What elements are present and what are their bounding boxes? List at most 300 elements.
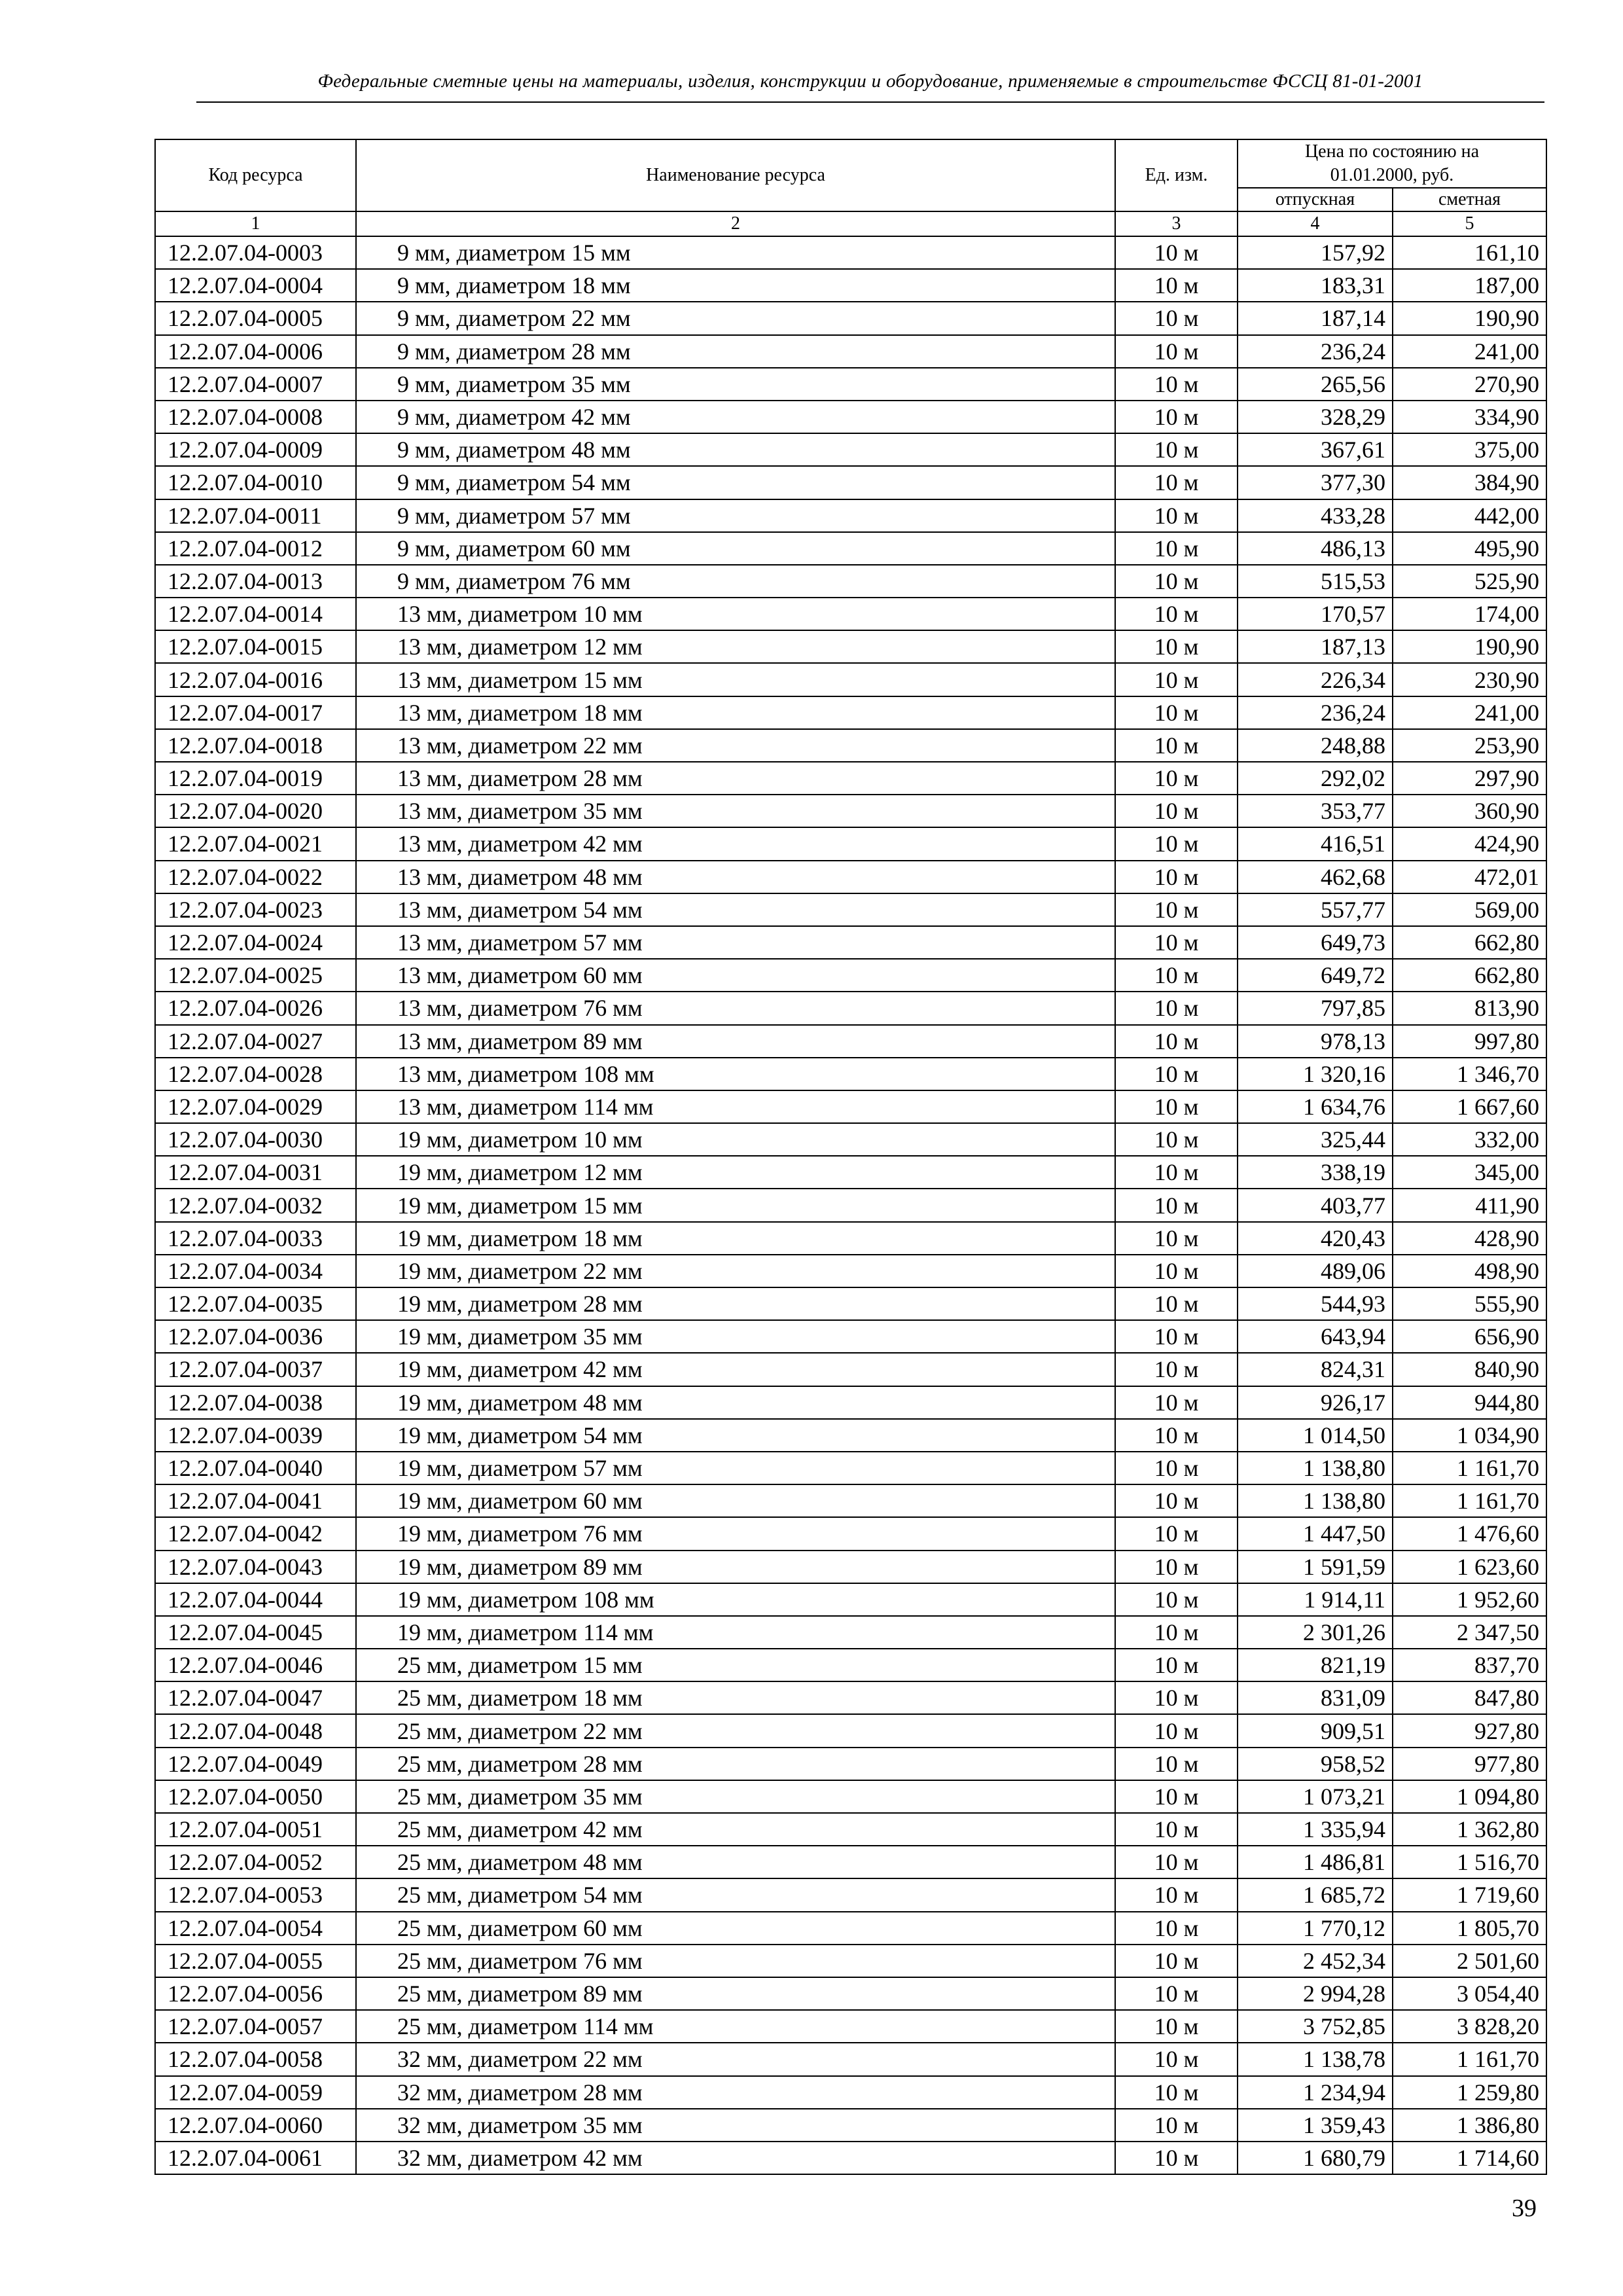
cell-estimate: 1 259,80 [1393,2076,1546,2109]
cell-estimate: 662,80 [1393,926,1546,959]
cell-name: 13 мм, диаметром 76 мм [356,992,1115,1024]
table-row [155,1353,1546,1386]
cell-unit: 10 м [1115,2076,1238,2109]
cell-estimate: 472,01 [1393,861,1546,893]
cell-name: 9 мм, диаметром 76 мм [356,565,1115,598]
cell-estimate: 375,00 [1393,433,1546,466]
cell-code: 12.2.07.04-0033 [155,1222,356,1255]
cell-code: 12.2.07.04-0035 [155,1287,356,1320]
cell-code: 12.2.07.04-0021 [155,827,356,860]
table-row [155,1551,1546,1583]
cell-code: 12.2.07.04-0059 [155,2076,356,2109]
cell-name: 19 мм, диаметром 76 мм [356,1517,1115,1550]
cell-name: 19 мм, диаметром 42 мм [356,1353,1115,1386]
cell-code: 12.2.07.04-0024 [155,926,356,959]
cell-release: 1 234,94 [1238,2076,1393,2109]
table-row [155,1616,1546,1649]
cell-name: 19 мм, диаметром 48 мм [356,1386,1115,1419]
cell-name: 9 мм, диаметром 28 мм [356,335,1115,368]
table-row [155,1287,1546,1320]
price-table [154,139,1547,2175]
cell-estimate: 1 161,70 [1393,2043,1546,2075]
cell-code: 12.2.07.04-0028 [155,1058,356,1090]
cell-code: 12.2.07.04-0026 [155,992,356,1024]
cell-estimate: 270,90 [1393,368,1546,401]
cell-estimate: 569,00 [1393,893,1546,926]
cell-unit: 10 м [1115,1878,1238,1911]
cell-release: 367,61 [1238,433,1393,466]
table-row [155,1123,1546,1156]
cell-name: 13 мм, диаметром 28 мм [356,762,1115,795]
cell-name: 25 мм, диаметром 22 мм [356,1714,1115,1747]
cell-estimate: 813,90 [1393,992,1546,1024]
cell-unit: 10 м [1115,696,1238,729]
table-row [155,269,1546,302]
cell-release: 1 447,50 [1238,1517,1393,1550]
cell-name: 25 мм, диаметром 48 мм [356,1846,1115,1878]
cell-estimate: 2 347,50 [1393,1616,1546,1649]
cell-estimate: 1 094,80 [1393,1780,1546,1813]
cell-release: 433,28 [1238,499,1393,532]
cell-estimate: 1 034,90 [1393,1419,1546,1452]
table-row [155,433,1546,466]
table-row [155,1813,1546,1846]
cell-name: 19 мм, диаметром 18 мм [356,1222,1115,1255]
header-release-price: отпускная [1238,188,1393,211]
cell-unit: 10 м [1115,1912,1238,1945]
cell-release: 416,51 [1238,827,1393,860]
cell-code: 12.2.07.04-0050 [155,1780,356,1813]
cell-name: 25 мм, диаметром 76 мм [356,1945,1115,1977]
cell-estimate: 656,90 [1393,1320,1546,1353]
cell-release: 515,53 [1238,565,1393,598]
cell-release: 292,02 [1238,762,1393,795]
cell-name: 19 мм, диаметром 28 мм [356,1287,1115,1320]
cell-estimate: 1 805,70 [1393,1912,1546,1945]
table-row [155,1484,1546,1517]
table-row [155,1058,1546,1090]
cell-estimate: 1 719,60 [1393,1878,1546,1911]
cell-unit: 10 м [1115,1780,1238,1813]
cell-code: 12.2.07.04-0037 [155,1353,356,1386]
cell-estimate: 424,90 [1393,827,1546,860]
cell-release: 226,34 [1238,663,1393,696]
cell-estimate: 428,90 [1393,1222,1546,1255]
cell-code: 12.2.07.04-0003 [155,236,356,269]
cell-name: 25 мм, диаметром 60 мм [356,1912,1115,1945]
table-header [155,139,1546,236]
table-row [155,2043,1546,2075]
cell-unit: 10 м [1115,1583,1238,1616]
cell-unit: 10 м [1115,2010,1238,2043]
cell-unit: 10 м [1115,1058,1238,1090]
table-row [155,1255,1546,1287]
cell-estimate: 345,00 [1393,1156,1546,1189]
cell-unit: 10 м [1115,565,1238,598]
cell-unit: 10 м [1115,1714,1238,1747]
cell-code: 12.2.07.04-0061 [155,2142,356,2174]
cell-release: 338,19 [1238,1156,1393,1189]
cell-release: 821,19 [1238,1649,1393,1681]
cell-name: 13 мм, диаметром 35 мм [356,795,1115,827]
cell-estimate: 525,90 [1393,565,1546,598]
cell-name: 13 мм, диаметром 60 мм [356,959,1115,992]
table-row [155,1780,1546,1813]
table-row [155,1977,1546,2010]
cell-release: 1 320,16 [1238,1058,1393,1090]
cell-code: 12.2.07.04-0009 [155,433,356,466]
cell-estimate: 1 346,70 [1393,1058,1546,1090]
cell-unit: 10 м [1115,630,1238,663]
cell-code: 12.2.07.04-0057 [155,2010,356,2043]
cell-estimate: 1 386,80 [1393,2109,1546,2142]
cell-code: 12.2.07.04-0039 [155,1419,356,1452]
cell-name: 19 мм, диаметром 15 мм [356,1189,1115,1221]
cell-name: 9 мм, диаметром 57 мм [356,499,1115,532]
cell-code: 12.2.07.04-0029 [155,1090,356,1123]
cell-release: 420,43 [1238,1222,1393,1255]
cell-release: 1 914,11 [1238,1583,1393,1616]
header-price-group-line1: Цена по состоянию на [1238,139,1546,164]
cell-name: 9 мм, диаметром 54 мм [356,466,1115,499]
cell-code: 12.2.07.04-0048 [155,1714,356,1747]
column-number: 3 [1115,211,1238,236]
cell-name: 13 мм, диаметром 48 мм [356,861,1115,893]
cell-code: 12.2.07.04-0006 [155,335,356,368]
cell-estimate: 1 952,60 [1393,1583,1546,1616]
cell-code: 12.2.07.04-0055 [155,1945,356,1977]
cell-release: 1 680,79 [1238,2142,1393,2174]
cell-estimate: 442,00 [1393,499,1546,532]
cell-name: 9 мм, диаметром 42 мм [356,401,1115,433]
cell-release: 1 335,94 [1238,1813,1393,1846]
cell-name: 25 мм, диаметром 15 мм [356,1649,1115,1681]
cell-code: 12.2.07.04-0051 [155,1813,356,1846]
cell-name: 9 мм, диаметром 48 мм [356,433,1115,466]
cell-unit: 10 м [1115,1419,1238,1452]
cell-release: 958,52 [1238,1748,1393,1780]
cell-unit: 10 м [1115,1484,1238,1517]
header-price-group-line2: 01.01.2000, руб. [1238,164,1546,188]
column-number: 4 [1238,211,1393,236]
cell-unit: 10 м [1115,598,1238,630]
cell-code: 12.2.07.04-0030 [155,1123,356,1156]
cell-release: 1 591,59 [1238,1551,1393,1583]
cell-name: 19 мм, диаметром 108 мм [356,1583,1115,1616]
cell-code: 12.2.07.04-0058 [155,2043,356,2075]
cell-release: 1 138,80 [1238,1484,1393,1517]
cell-estimate: 2 501,60 [1393,1945,1546,1977]
cell-code: 12.2.07.04-0007 [155,368,356,401]
cell-release: 1 634,76 [1238,1090,1393,1123]
cell-unit: 10 м [1115,1090,1238,1123]
cell-name: 13 мм, диаметром 89 мм [356,1025,1115,1058]
cell-name: 19 мм, диаметром 57 мм [356,1452,1115,1484]
cell-unit: 10 м [1115,2043,1238,2075]
cell-estimate: 662,80 [1393,959,1546,992]
cell-name: 13 мм, диаметром 22 мм [356,729,1115,762]
cell-estimate: 1 362,80 [1393,1813,1546,1846]
cell-release: 489,06 [1238,1255,1393,1287]
table-row [155,1649,1546,1681]
cell-unit: 10 м [1115,861,1238,893]
cell-unit: 10 м [1115,1386,1238,1419]
cell-name: 9 мм, диаметром 22 мм [356,302,1115,334]
cell-name: 25 мм, диаметром 35 мм [356,1780,1115,1813]
cell-release: 2 452,34 [1238,1945,1393,1977]
cell-code: 12.2.07.04-0032 [155,1189,356,1221]
cell-name: 13 мм, диаметром 15 мм [356,663,1115,696]
cell-code: 12.2.07.04-0016 [155,663,356,696]
cell-unit: 10 м [1115,992,1238,1024]
cell-release: 353,77 [1238,795,1393,827]
cell-estimate: 498,90 [1393,1255,1546,1287]
column-number: 1 [155,211,356,236]
cell-name: 13 мм, диаметром 57 мм [356,926,1115,959]
cell-code: 12.2.07.04-0017 [155,696,356,729]
table-row [155,532,1546,565]
cell-release: 187,14 [1238,302,1393,334]
cell-estimate: 840,90 [1393,1353,1546,1386]
table-row [155,368,1546,401]
cell-release: 3 752,85 [1238,2010,1393,2043]
cell-release: 328,29 [1238,401,1393,433]
cell-name: 13 мм, диаметром 18 мм [356,696,1115,729]
table-row [155,1090,1546,1123]
cell-code: 12.2.07.04-0023 [155,893,356,926]
cell-estimate: 1 714,60 [1393,2142,1546,2174]
cell-release: 649,72 [1238,959,1393,992]
cell-estimate: 1 516,70 [1393,1846,1546,1878]
cell-unit: 10 м [1115,1748,1238,1780]
cell-estimate: 977,80 [1393,1748,1546,1780]
table-row [155,1714,1546,1747]
cell-unit: 10 м [1115,1320,1238,1353]
table-row [155,1748,1546,1780]
cell-estimate: 495,90 [1393,532,1546,565]
cell-name: 19 мм, диаметром 22 мм [356,1255,1115,1287]
cell-unit: 10 м [1115,1353,1238,1386]
cell-release: 824,31 [1238,1353,1393,1386]
cell-estimate: 297,90 [1393,762,1546,795]
cell-release: 978,13 [1238,1025,1393,1058]
cell-unit: 10 м [1115,1025,1238,1058]
cell-estimate: 190,90 [1393,630,1546,663]
cell-name: 19 мм, диаметром 60 мм [356,1484,1115,1517]
cell-name: 25 мм, диаметром 18 мм [356,1681,1115,1714]
cell-unit: 10 м [1115,1222,1238,1255]
cell-release: 236,24 [1238,335,1393,368]
table-row [155,1846,1546,1878]
table-row [155,1419,1546,1452]
cell-estimate: 190,90 [1393,302,1546,334]
cell-unit: 10 м [1115,1189,1238,1221]
cell-code: 12.2.07.04-0004 [155,269,356,302]
cell-estimate: 3 054,40 [1393,1977,1546,2010]
cell-code: 12.2.07.04-0054 [155,1912,356,1945]
cell-unit: 10 м [1115,1681,1238,1714]
table-row [155,1156,1546,1189]
cell-estimate: 334,90 [1393,401,1546,433]
cell-unit: 10 м [1115,1616,1238,1649]
cell-code: 12.2.07.04-0044 [155,1583,356,1616]
cell-release: 265,56 [1238,368,1393,401]
cell-estimate: 174,00 [1393,598,1546,630]
cell-code: 12.2.07.04-0022 [155,861,356,893]
cell-code: 12.2.07.04-0012 [155,532,356,565]
table-row [155,335,1546,368]
table-row [155,1189,1546,1221]
cell-code: 12.2.07.04-0013 [155,565,356,598]
column-number: 2 [356,211,1115,236]
cell-name: 19 мм, диаметром 89 мм [356,1551,1115,1583]
cell-code: 12.2.07.04-0014 [155,598,356,630]
table-row [155,1025,1546,1058]
cell-name: 13 мм, диаметром 42 мм [356,827,1115,860]
cell-code: 12.2.07.04-0005 [155,302,356,334]
table-row [155,1222,1546,1255]
cell-code: 12.2.07.04-0049 [155,1748,356,1780]
cell-unit: 10 м [1115,532,1238,565]
cell-code: 12.2.07.04-0043 [155,1551,356,1583]
cell-unit: 10 м [1115,401,1238,433]
cell-release: 1 770,12 [1238,1912,1393,1945]
cell-release: 1 073,21 [1238,1780,1393,1813]
cell-release: 544,93 [1238,1287,1393,1320]
table-row [155,2142,1546,2174]
cell-release: 797,85 [1238,992,1393,1024]
table-row [155,926,1546,959]
cell-name: 32 мм, диаметром 42 мм [356,2142,1115,2174]
cell-name: 13 мм, диаметром 108 мм [356,1058,1115,1090]
cell-estimate: 944,80 [1393,1386,1546,1419]
cell-release: 643,94 [1238,1320,1393,1353]
cell-code: 12.2.07.04-0047 [155,1681,356,1714]
table-row [155,466,1546,499]
cell-unit: 10 м [1115,1977,1238,2010]
cell-code: 12.2.07.04-0034 [155,1255,356,1287]
cell-release: 1 014,50 [1238,1419,1393,1452]
cell-release: 187,13 [1238,630,1393,663]
cell-code: 12.2.07.04-0046 [155,1649,356,1681]
table-row [155,959,1546,992]
cell-unit: 10 м [1115,2142,1238,2174]
cell-estimate: 384,90 [1393,466,1546,499]
cell-estimate: 1 667,60 [1393,1090,1546,1123]
cell-code: 12.2.07.04-0036 [155,1320,356,1353]
cell-code: 12.2.07.04-0018 [155,729,356,762]
table-body [155,236,1546,2174]
cell-estimate: 1 161,70 [1393,1452,1546,1484]
table-row [155,598,1546,630]
cell-estimate: 253,90 [1393,729,1546,762]
cell-estimate: 187,00 [1393,269,1546,302]
header-estimate-price: сметная [1393,188,1546,211]
cell-release: 403,77 [1238,1189,1393,1221]
cell-code: 12.2.07.04-0038 [155,1386,356,1419]
cell-name: 13 мм, диаметром 54 мм [356,893,1115,926]
table-row [155,762,1546,795]
table-row [155,861,1546,893]
cell-unit: 10 м [1115,2109,1238,2142]
table-row [155,565,1546,598]
table-row [155,663,1546,696]
header-code: Код ресурса [155,139,356,211]
table-row [155,302,1546,334]
cell-unit: 10 м [1115,1649,1238,1681]
cell-name: 13 мм, диаметром 10 мм [356,598,1115,630]
cell-name: 25 мм, диаметром 28 мм [356,1748,1115,1780]
running-title: Федеральные сметные цены на материалы, изделия, конструкции и оборудование, применяемые в строительстве ФССЦ 81-01-2001 [317,71,1423,92]
cell-unit: 10 м [1115,302,1238,334]
cell-name: 19 мм, диаметром 35 мм [356,1320,1115,1353]
cell-name: 9 мм, диаметром 60 мм [356,532,1115,565]
cell-release: 926,17 [1238,1386,1393,1419]
table-row [155,236,1546,269]
cell-code: 12.2.07.04-0052 [155,1846,356,1878]
cell-name: 32 мм, диаметром 35 мм [356,2109,1115,2142]
cell-unit: 10 м [1115,335,1238,368]
cell-release: 2 994,28 [1238,1977,1393,2010]
cell-name: 9 мм, диаметром 18 мм [356,269,1115,302]
cell-release: 325,44 [1238,1123,1393,1156]
cell-estimate: 1 623,60 [1393,1551,1546,1583]
cell-release: 462,68 [1238,861,1393,893]
title-rule [196,101,1544,103]
cell-code: 12.2.07.04-0042 [155,1517,356,1550]
table-row [155,1945,1546,1977]
cell-unit: 10 м [1115,795,1238,827]
table-row [155,401,1546,433]
table-row [155,1878,1546,1911]
cell-unit: 10 м [1115,1452,1238,1484]
table-row [155,795,1546,827]
table-row [155,499,1546,532]
cell-code: 12.2.07.04-0019 [155,762,356,795]
cell-unit: 10 м [1115,827,1238,860]
cell-unit: 10 м [1115,1287,1238,1320]
cell-code: 12.2.07.04-0008 [155,401,356,433]
cell-estimate: 847,80 [1393,1681,1546,1714]
table-row [155,893,1546,926]
table-row [155,1517,1546,1550]
cell-release: 170,57 [1238,598,1393,630]
cell-release: 1 138,78 [1238,2043,1393,2075]
cell-name: 9 мм, диаметром 35 мм [356,368,1115,401]
cell-unit: 10 м [1115,729,1238,762]
cell-unit: 10 м [1115,1945,1238,1977]
cell-estimate: 3 828,20 [1393,2010,1546,2043]
table-row [155,1583,1546,1616]
cell-unit: 10 м [1115,368,1238,401]
cell-name: 13 мм, диаметром 114 мм [356,1090,1115,1123]
cell-code: 12.2.07.04-0010 [155,466,356,499]
cell-unit: 10 м [1115,762,1238,795]
cell-release: 236,24 [1238,696,1393,729]
cell-estimate: 555,90 [1393,1287,1546,1320]
cell-code: 12.2.07.04-0011 [155,499,356,532]
cell-unit: 10 м [1115,663,1238,696]
cell-name: 25 мм, диаметром 42 мм [356,1813,1115,1846]
table-row [155,2076,1546,2109]
cell-release: 2 301,26 [1238,1616,1393,1649]
cell-name: 25 мм, диаметром 89 мм [356,1977,1115,2010]
cell-code: 12.2.07.04-0031 [155,1156,356,1189]
cell-code: 12.2.07.04-0025 [155,959,356,992]
cell-name: 32 мм, диаметром 28 мм [356,2076,1115,2109]
table-row [155,992,1546,1024]
cell-code: 12.2.07.04-0015 [155,630,356,663]
